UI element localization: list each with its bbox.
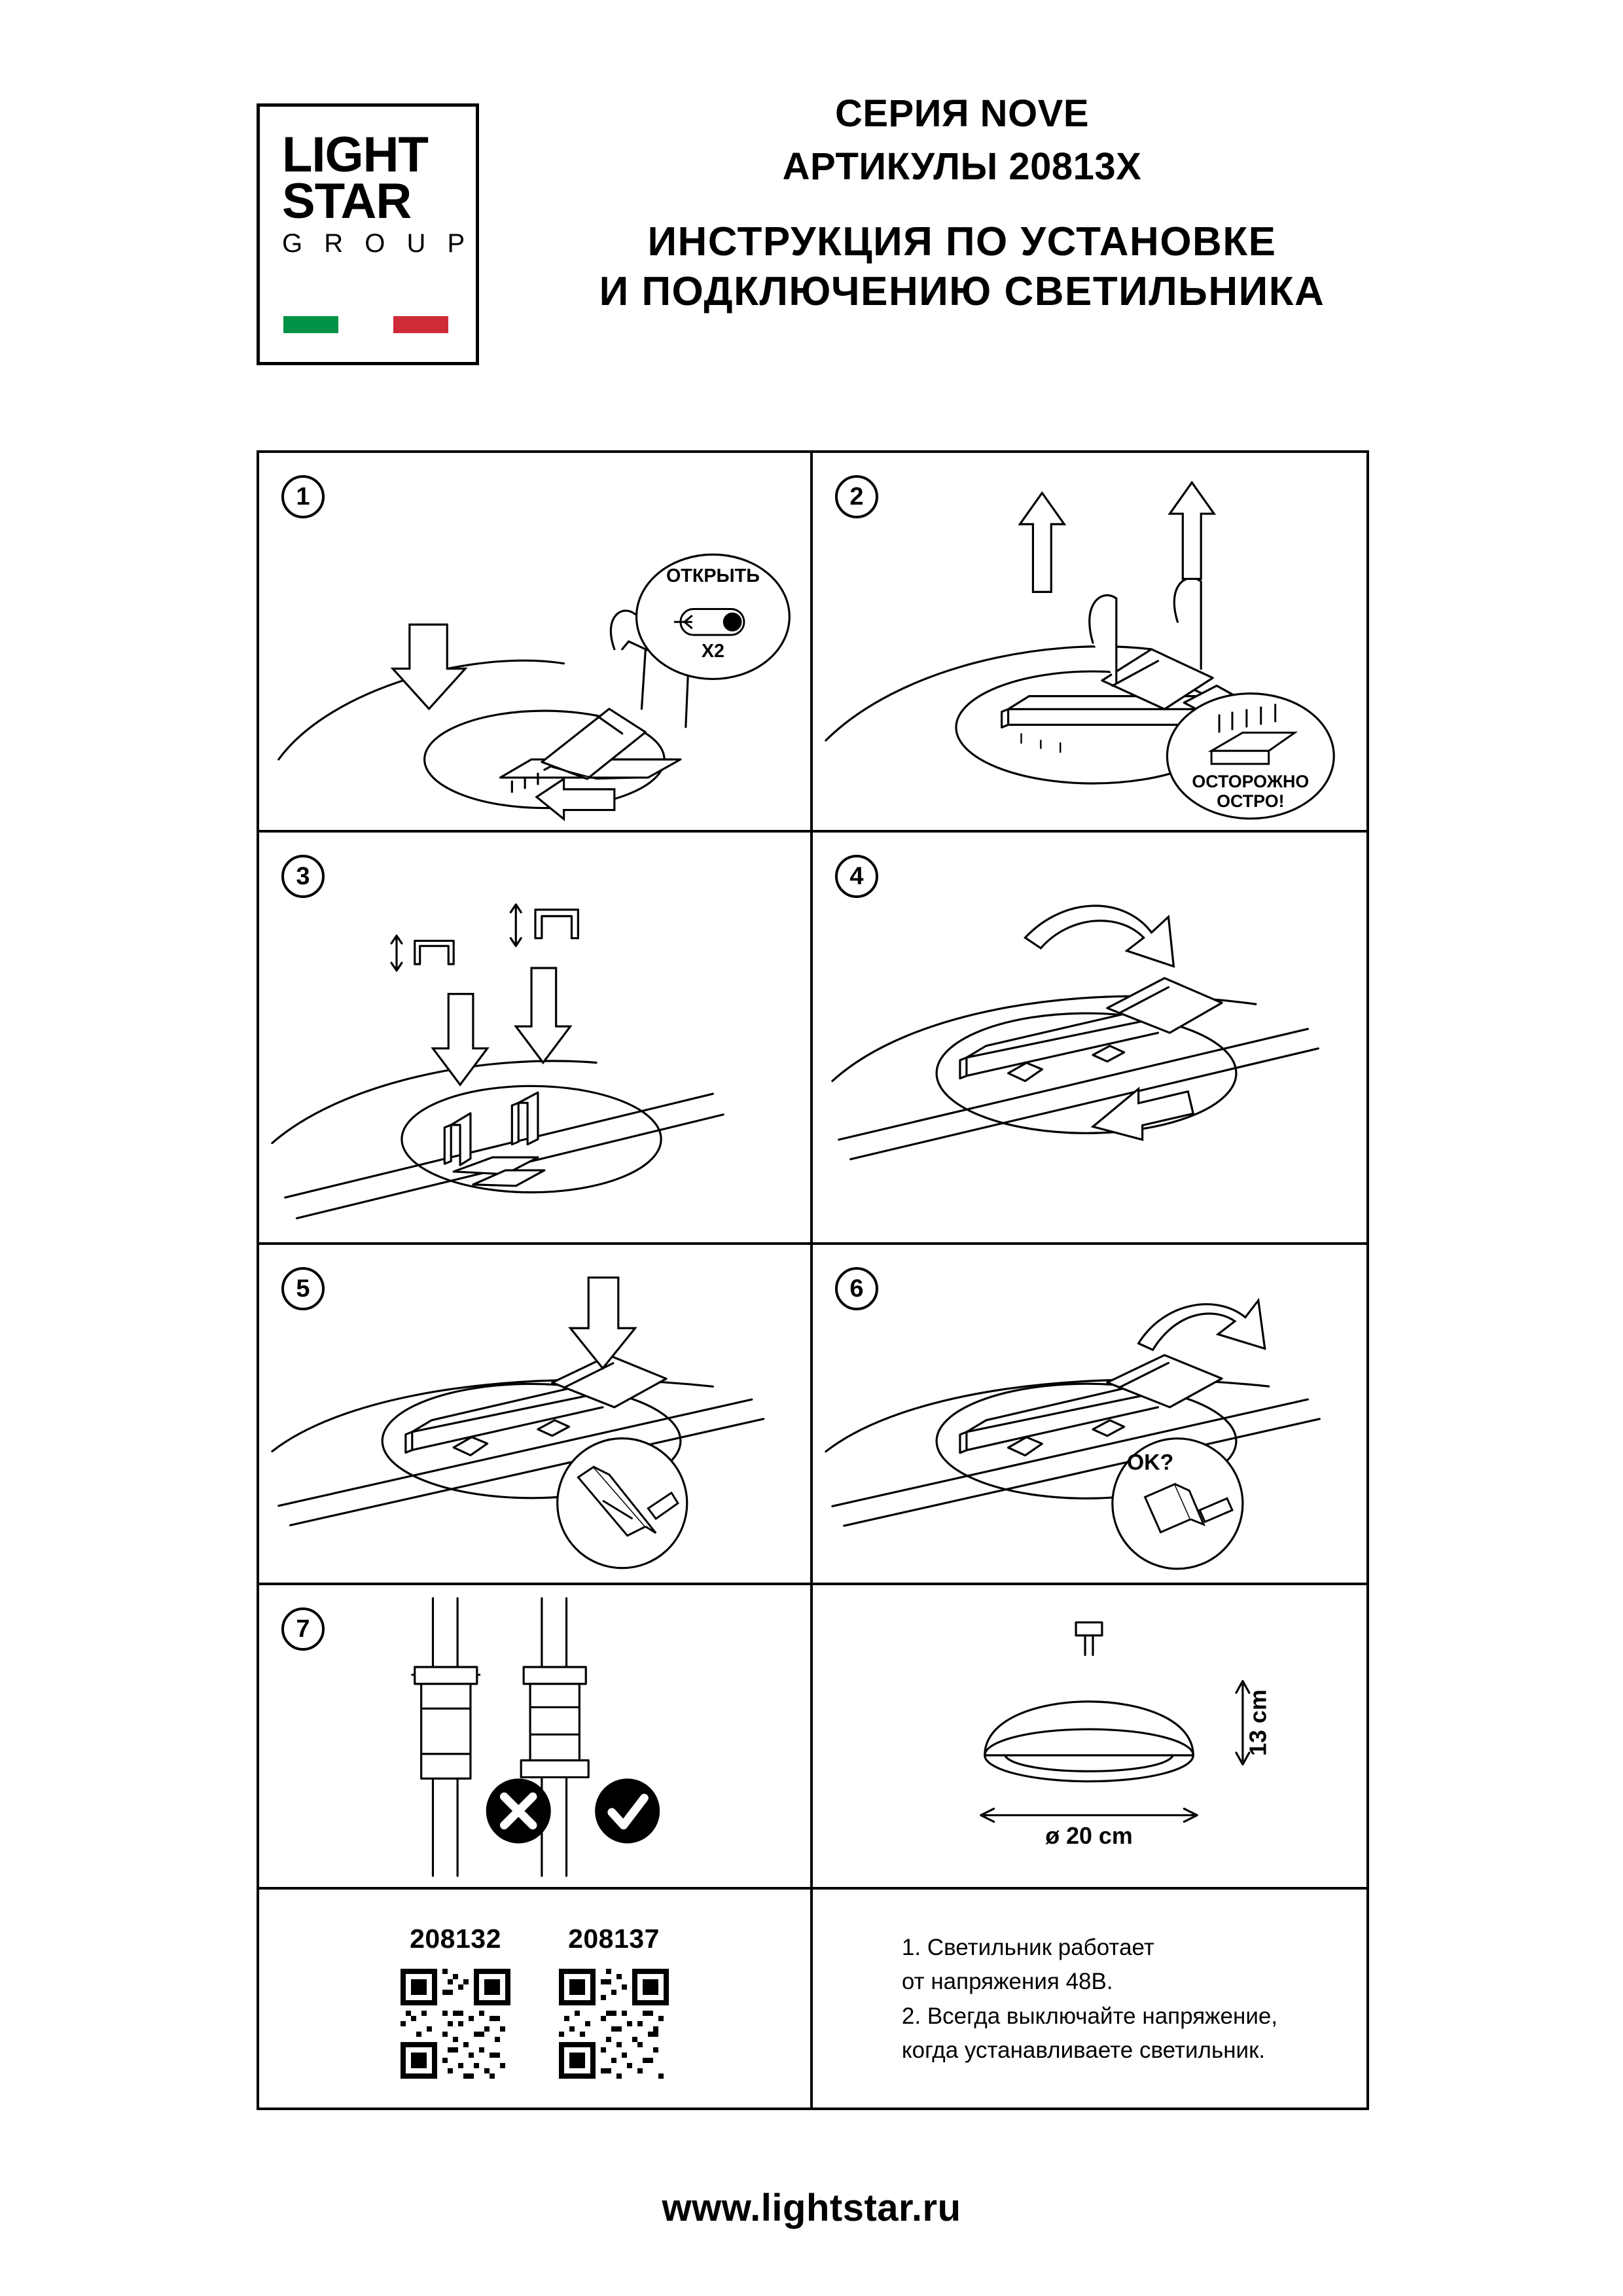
step-number-4: 4 xyxy=(835,855,878,898)
title-block xyxy=(497,92,1427,316)
instruction-title-line2: И ПОДКЛЮЧЕНИЮ СВЕТИЛЬНИКА xyxy=(599,268,1325,314)
series-title: СЕРИЯ NOVE xyxy=(834,92,1090,135)
diameter-dimension-label: ø 20 cm xyxy=(1045,1823,1133,1850)
note-line-2: от напряжения 48В. xyxy=(901,1969,1113,1994)
step-number-1: 1 xyxy=(281,475,325,518)
step-panel-5 xyxy=(259,1245,813,1585)
callout-open-count: X2 xyxy=(701,640,724,662)
arrow-up-left xyxy=(1020,493,1065,592)
logo-line-2: STAR xyxy=(282,173,412,230)
step-7-illustration xyxy=(259,1585,810,1887)
step-panel-6 xyxy=(813,1245,1366,1585)
qr-code-208132[interactable] xyxy=(401,1969,510,2079)
dimensions-panel xyxy=(813,1585,1366,1890)
arrow-press-down xyxy=(570,1278,635,1369)
step-number-6: 6 xyxy=(835,1267,878,1310)
warning-label-line1: ОСТОРОЖНО xyxy=(1192,771,1310,791)
qr-code-208137[interactable] xyxy=(559,1969,669,2079)
codes-panel xyxy=(259,1890,813,2109)
code-label: 208132 xyxy=(410,1923,501,1954)
callout-open-graphic xyxy=(674,609,744,635)
height-dimension-label: 13 cm xyxy=(1245,1689,1272,1756)
note-line-3: 2. Всегда выключайте напряжение, xyxy=(901,2003,1278,2029)
brand-logo xyxy=(257,103,479,365)
code-item xyxy=(559,1924,669,2082)
footer-url[interactable]: www.lightstar.ru xyxy=(662,2187,961,2229)
ok-label: OK? xyxy=(1126,1450,1174,1475)
callout-open-label: ОТКРЫТЬ xyxy=(666,565,760,586)
note-line-4: когда устанавливаете светильник. xyxy=(901,2037,1266,2063)
step-panel-3 xyxy=(259,833,813,1245)
arrow-pull-check xyxy=(1139,1300,1265,1350)
instruction-title-line1: ИНСТРУКЦИЯ ПО УСТАНОВКЕ xyxy=(647,219,1277,264)
check-mark-icon xyxy=(595,1778,660,1843)
step-3-illustration xyxy=(259,833,810,1242)
logo-line-1: LIGHT xyxy=(282,127,428,183)
instruction-grid xyxy=(257,450,1369,2110)
italian-flag-icon xyxy=(283,316,448,333)
step-panel-7 xyxy=(259,1585,813,1890)
arrow-rotate-down xyxy=(1025,906,1173,967)
logo-line-3: G R O U P xyxy=(282,228,473,258)
arrow-down-clip-2 xyxy=(516,968,570,1063)
notes-panel xyxy=(813,1890,1366,2109)
arrow-insert xyxy=(537,779,615,819)
articles-title: АРТИКУЛЫ 20813Х xyxy=(782,145,1142,188)
step-4-illustration xyxy=(813,833,1366,1242)
dimension-illustration xyxy=(813,1585,1366,1887)
step-number-3: 3 xyxy=(281,855,325,898)
step-6-illustration xyxy=(813,1245,1366,1583)
step-panel-1 xyxy=(259,453,813,833)
warning-label-line2: ОСТРО! xyxy=(1217,791,1285,811)
cross-mark-icon xyxy=(486,1778,551,1843)
step-number-2: 2 xyxy=(835,475,878,518)
step-number-5: 5 xyxy=(281,1267,325,1310)
step-number-7: 7 xyxy=(281,1607,325,1651)
code-item xyxy=(401,1924,510,2082)
step-panel-4 xyxy=(813,833,1366,1245)
step-5-illustration xyxy=(259,1245,810,1583)
step-2-illustration xyxy=(813,453,1366,830)
step-panel-2 xyxy=(813,453,1366,833)
note-line-1: 1. Светильник работает xyxy=(901,1934,1154,1960)
page-header xyxy=(0,0,1623,419)
code-label: 208137 xyxy=(568,1923,660,1954)
arrow-up-right xyxy=(1169,482,1214,579)
step-1-illustration xyxy=(259,453,810,830)
